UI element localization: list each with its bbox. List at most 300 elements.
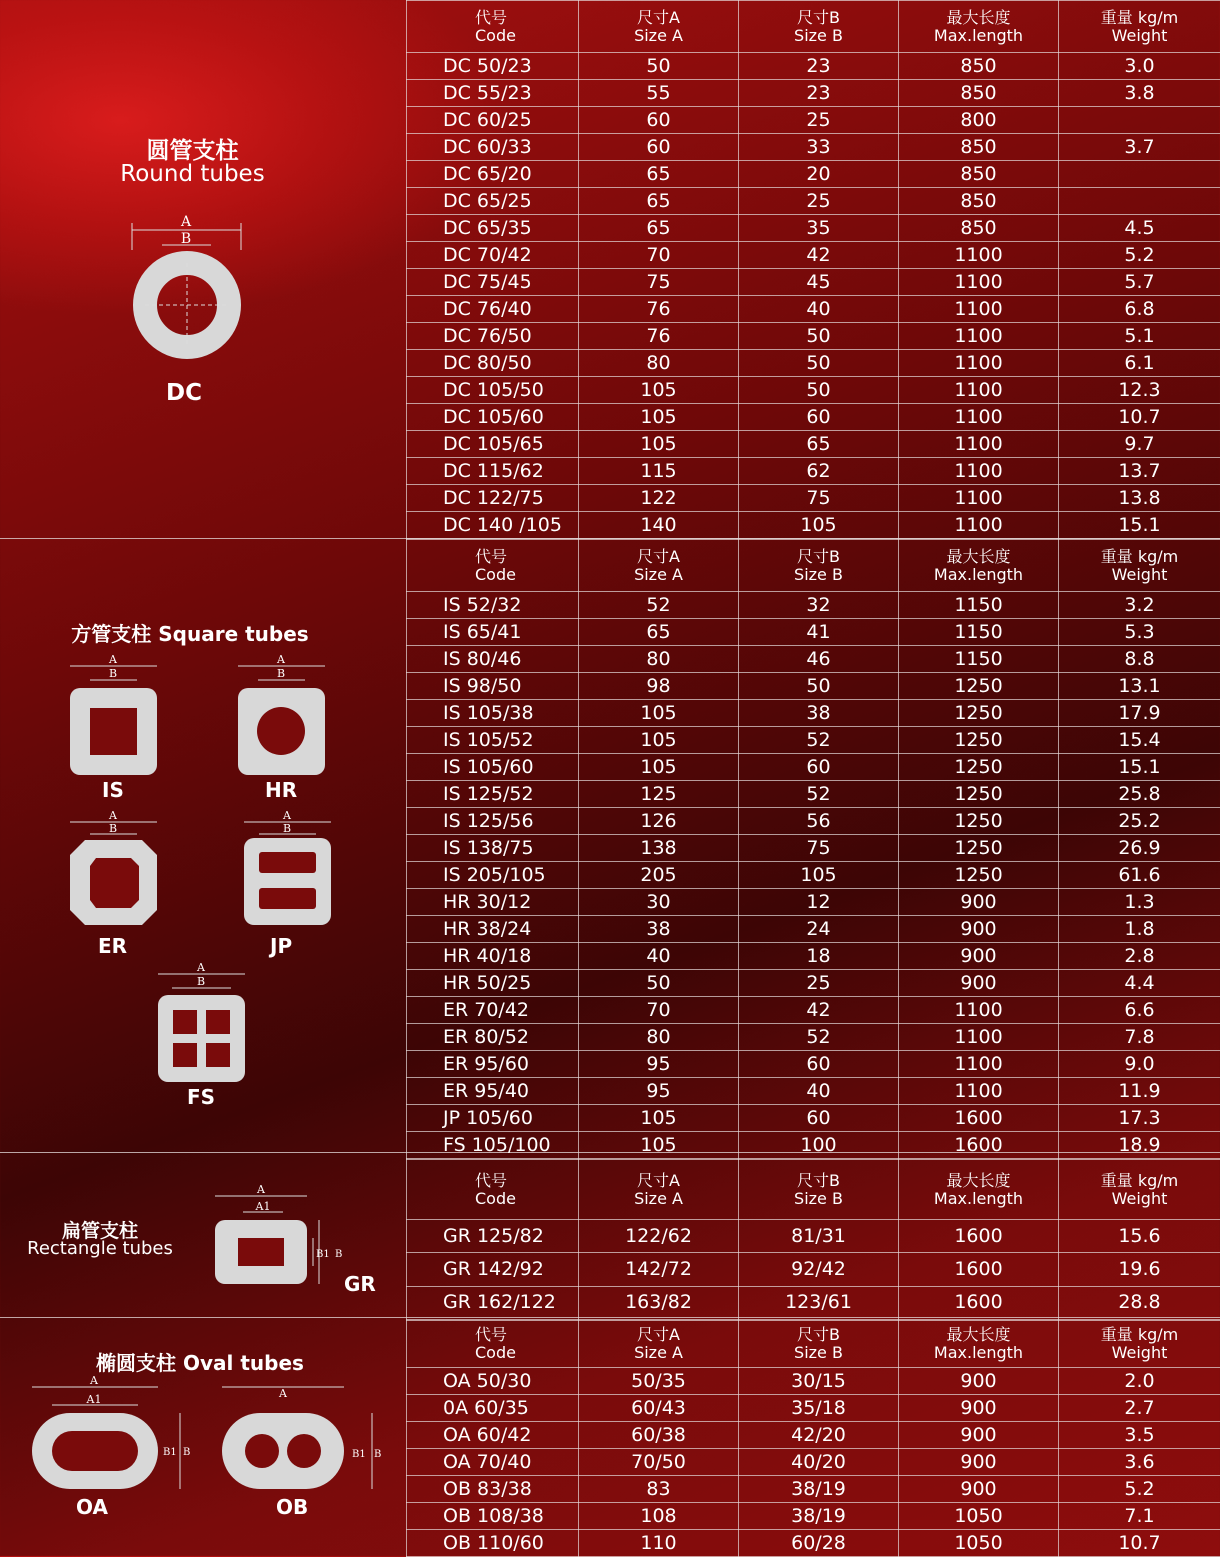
gr-label: GR	[344, 1272, 376, 1296]
svg-text:B: B	[183, 1447, 190, 1458]
table-row	[407, 242, 1220, 269]
er-label: ER	[98, 934, 127, 958]
code-cell: DC 80/50	[407, 350, 579, 377]
column-header	[899, 1160, 1059, 1220]
size-a-cell: 50	[579, 970, 739, 997]
dc-label: DC	[166, 380, 202, 406]
header-en: Max.length	[899, 1344, 1058, 1362]
weight-cell: 3.0	[1059, 53, 1220, 80]
size-b-cell: 40	[739, 1078, 899, 1105]
weight-cell: 15.4	[1059, 727, 1220, 754]
code-cell: IS 98/50	[407, 673, 579, 700]
max-length-cell: 1250	[899, 700, 1059, 727]
weight-cell	[1059, 107, 1220, 134]
max-length-cell: 850	[899, 53, 1059, 80]
max-length-cell: 850	[899, 80, 1059, 107]
rectangle-tubes-section	[0, 1152, 406, 1317]
weight-cell: 28.8	[1059, 1286, 1220, 1319]
weight-cell: 26.9	[1059, 835, 1220, 862]
size-a-cell: 126	[579, 808, 739, 835]
size-a-cell: 75	[579, 269, 739, 296]
weight-cell: 3.5	[1059, 1422, 1220, 1449]
table-row	[407, 485, 1220, 512]
svg-text:B: B	[283, 822, 291, 835]
table-row	[407, 377, 1220, 404]
weight-cell: 10.7	[1059, 1530, 1220, 1557]
code-cell: DC 70/42	[407, 242, 579, 269]
code-cell: JP 105/60	[407, 1105, 579, 1132]
max-length-cell: 1050	[899, 1530, 1059, 1557]
weight-cell: 2.7	[1059, 1395, 1220, 1422]
table-row	[407, 970, 1220, 997]
header-cn: 最大长度	[899, 9, 1058, 27]
svg-text:B: B	[197, 975, 205, 988]
header-en: Weight	[1059, 1190, 1220, 1208]
table-row	[407, 754, 1220, 781]
code-cell: DC 75/45	[407, 269, 579, 296]
code-cell: GR 162/122	[407, 1286, 579, 1319]
ob-label: OB	[276, 1495, 308, 1519]
max-length-cell: 900	[899, 889, 1059, 916]
header-cn: 重量 kg/m	[1059, 1326, 1220, 1344]
size-b-cell: 30/15	[739, 1368, 899, 1395]
max-length-cell: 1600	[899, 1253, 1059, 1286]
max-length-cell: 1150	[899, 619, 1059, 646]
weight-cell: 4.5	[1059, 215, 1220, 242]
code-cell: DC 76/40	[407, 296, 579, 323]
size-b-cell: 52	[739, 1024, 899, 1051]
code-cell: DC 105/50	[407, 377, 579, 404]
table-row	[407, 943, 1220, 970]
dim-a-label: A	[180, 214, 192, 230]
weight-cell: 2.8	[1059, 943, 1220, 970]
table-header-row	[407, 1, 1220, 53]
column-header	[739, 1, 899, 53]
table-row	[407, 1105, 1220, 1132]
oval-shapes-diagram	[0, 1317, 406, 1556]
code-cell: IS 138/75	[407, 835, 579, 862]
max-length-cell: 1600	[899, 1220, 1059, 1253]
weight-cell: 61.6	[1059, 862, 1220, 889]
weight-cell: 17.3	[1059, 1105, 1220, 1132]
code-cell: DC 76/50	[407, 323, 579, 350]
max-length-cell: 900	[899, 1395, 1059, 1422]
round-title-en: Round tubes	[0, 161, 385, 187]
rect-title-en: Rectangle tubes	[0, 1238, 200, 1259]
size-b-cell: 56	[739, 808, 899, 835]
weight-cell: 3.7	[1059, 134, 1220, 161]
header-cn: 代号	[475, 1172, 578, 1190]
size-b-cell: 40/20	[739, 1449, 899, 1476]
svg-text:A: A	[256, 1183, 266, 1196]
header-en: Size B	[739, 1190, 898, 1208]
header-en: Weight	[1059, 27, 1220, 45]
table-row	[407, 188, 1220, 215]
code-cell: IS 65/41	[407, 619, 579, 646]
weight-cell: 4.4	[1059, 970, 1220, 997]
weight-cell: 9.0	[1059, 1051, 1220, 1078]
max-length-cell: 1600	[899, 1132, 1059, 1159]
header-en: Max.length	[899, 1190, 1058, 1208]
svg-text:B: B	[374, 1449, 381, 1460]
size-b-cell: 41	[739, 619, 899, 646]
max-length-cell: 1100	[899, 1024, 1059, 1051]
specs-grid	[406, 0, 1220, 1557]
header-cn: 最大长度	[899, 548, 1058, 566]
svg-text:A: A	[276, 653, 286, 666]
column-header	[1059, 1, 1220, 53]
hr-label: HR	[265, 778, 297, 802]
code-cell: OA 50/30	[407, 1368, 579, 1395]
size-b-cell: 92/42	[739, 1253, 899, 1286]
size-a-cell: 163/82	[579, 1286, 739, 1319]
code-cell: OA 70/40	[407, 1449, 579, 1476]
weight-cell: 13.7	[1059, 458, 1220, 485]
weight-cell: 11.9	[1059, 1078, 1220, 1105]
size-b-cell: 38/19	[739, 1476, 899, 1503]
header-cn: 最大长度	[899, 1172, 1058, 1190]
weight-cell: 25.2	[1059, 808, 1220, 835]
size-a-cell: 30	[579, 889, 739, 916]
size-a-cell: 70	[579, 242, 739, 269]
size-a-cell: 52	[579, 592, 739, 619]
max-length-cell: 900	[899, 970, 1059, 997]
table-row	[407, 269, 1220, 296]
code-cell: ER 80/52	[407, 1024, 579, 1051]
max-length-cell: 1250	[899, 781, 1059, 808]
table-row	[407, 916, 1220, 943]
size-b-cell: 38	[739, 700, 899, 727]
square-table	[406, 539, 1220, 1159]
code-cell: ER 95/40	[407, 1078, 579, 1105]
table-row	[407, 1503, 1220, 1530]
code-cell: IS 105/38	[407, 700, 579, 727]
size-b-cell: 105	[739, 512, 899, 539]
column-header	[579, 1, 739, 53]
rect-table	[406, 1159, 1220, 1320]
table-row	[407, 700, 1220, 727]
header-cn: 尺寸B	[739, 1326, 898, 1344]
weight-cell: 5.3	[1059, 619, 1220, 646]
svg-text:B1: B1	[352, 1449, 366, 1460]
size-a-cell: 60/43	[579, 1395, 739, 1422]
column-header	[739, 1160, 899, 1220]
max-length-cell: 800	[899, 107, 1059, 134]
size-b-cell: 52	[739, 727, 899, 754]
code-cell: DC 122/75	[407, 485, 579, 512]
weight-cell: 15.1	[1059, 754, 1220, 781]
table-row	[407, 781, 1220, 808]
table-header-row	[407, 540, 1220, 592]
header-en: Code	[475, 566, 578, 584]
table-row	[407, 673, 1220, 700]
size-a-cell: 65	[579, 188, 739, 215]
size-a-cell: 60	[579, 107, 739, 134]
svg-text:B1: B1	[163, 1447, 177, 1458]
size-a-cell: 70/50	[579, 1449, 739, 1476]
table-header-row	[407, 1321, 1220, 1368]
is-label: IS	[102, 778, 124, 802]
column-header	[1059, 540, 1220, 592]
max-length-cell: 900	[899, 1476, 1059, 1503]
er-shape-icon	[70, 809, 157, 925]
column-header	[899, 540, 1059, 592]
code-cell: DC 140 /105	[407, 512, 579, 539]
size-a-cell: 98	[579, 673, 739, 700]
weight-cell: 6.6	[1059, 997, 1220, 1024]
header-en: Size B	[739, 566, 898, 584]
table-row	[407, 1395, 1220, 1422]
header-en: Code	[475, 1344, 578, 1362]
svg-text:A: A	[89, 1374, 99, 1387]
header-en: Code	[475, 27, 578, 45]
header-cn: 尺寸B	[739, 548, 898, 566]
square-title: 方管支柱 Square tubes	[0, 618, 380, 647]
table-row	[407, 53, 1220, 80]
size-a-cell: 50	[579, 53, 739, 80]
size-b-cell: 60	[739, 754, 899, 781]
size-a-cell: 38	[579, 916, 739, 943]
code-cell: DC 105/65	[407, 431, 579, 458]
code-cell: IS 125/52	[407, 781, 579, 808]
svg-text:B: B	[109, 667, 117, 680]
weight-cell: 3.6	[1059, 1449, 1220, 1476]
table-row	[407, 323, 1220, 350]
weight-cell: 5.2	[1059, 242, 1220, 269]
size-b-cell: 75	[739, 835, 899, 862]
oa-label: OA	[76, 1495, 108, 1519]
size-a-cell: 105	[579, 727, 739, 754]
max-length-cell: 1250	[899, 808, 1059, 835]
weight-cell: 5.2	[1059, 1476, 1220, 1503]
table-header-row	[407, 1160, 1220, 1220]
size-a-cell: 105	[579, 377, 739, 404]
svg-text:A: A	[108, 653, 118, 666]
column-header	[407, 1160, 579, 1220]
weight-cell: 5.7	[1059, 269, 1220, 296]
max-length-cell: 1100	[899, 431, 1059, 458]
code-cell: OB 110/60	[407, 1530, 579, 1557]
size-b-cell: 52	[739, 781, 899, 808]
max-length-cell: 1250	[899, 673, 1059, 700]
max-length-cell: 1100	[899, 1078, 1059, 1105]
svg-text:B: B	[277, 667, 285, 680]
code-cell: IS 125/56	[407, 808, 579, 835]
table-row	[407, 1051, 1220, 1078]
size-b-cell: 12	[739, 889, 899, 916]
weight-cell: 7.1	[1059, 1503, 1220, 1530]
size-a-cell: 40	[579, 943, 739, 970]
weight-cell: 19.6	[1059, 1253, 1220, 1286]
table-row	[407, 646, 1220, 673]
max-length-cell: 1250	[899, 862, 1059, 889]
weight-cell: 3.2	[1059, 592, 1220, 619]
table-row	[407, 512, 1220, 539]
size-a-cell: 205	[579, 862, 739, 889]
size-a-cell: 105	[579, 431, 739, 458]
size-b-cell: 42	[739, 242, 899, 269]
table-row	[407, 1476, 1220, 1503]
code-cell: DC 50/23	[407, 53, 579, 80]
weight-cell	[1059, 188, 1220, 215]
max-length-cell: 1250	[899, 727, 1059, 754]
size-a-cell: 60/38	[579, 1422, 739, 1449]
table-row	[407, 296, 1220, 323]
table-row	[407, 619, 1220, 646]
size-b-cell: 20	[739, 161, 899, 188]
size-a-cell: 108	[579, 1503, 739, 1530]
max-length-cell: 1100	[899, 242, 1059, 269]
ob-shape-icon	[222, 1387, 381, 1489]
size-b-cell: 60	[739, 1105, 899, 1132]
column-header	[407, 1, 579, 53]
size-a-cell: 65	[579, 161, 739, 188]
size-a-cell: 110	[579, 1530, 739, 1557]
weight-cell: 15.6	[1059, 1220, 1220, 1253]
header-cn: 尺寸A	[579, 1326, 738, 1344]
size-b-cell: 81/31	[739, 1220, 899, 1253]
oval-table	[406, 1320, 1220, 1557]
column-header	[407, 1321, 579, 1368]
max-length-cell: 900	[899, 1449, 1059, 1476]
size-a-cell: 105	[579, 1132, 739, 1159]
table-row	[407, 1253, 1220, 1286]
header-en: Weight	[1059, 1344, 1220, 1362]
code-cell: DC 65/35	[407, 215, 579, 242]
size-a-cell: 122	[579, 485, 739, 512]
size-a-cell: 50/35	[579, 1368, 739, 1395]
max-length-cell: 1100	[899, 377, 1059, 404]
table-row	[407, 215, 1220, 242]
svg-text:A1: A1	[86, 1393, 102, 1406]
column-header	[579, 540, 739, 592]
size-b-cell: 42	[739, 997, 899, 1024]
size-a-cell: 115	[579, 458, 739, 485]
dim-b1-label: B1	[316, 1249, 330, 1260]
code-cell: DC 105/60	[407, 404, 579, 431]
size-a-cell: 105	[579, 754, 739, 781]
size-a-cell: 70	[579, 997, 739, 1024]
max-length-cell: 1100	[899, 512, 1059, 539]
max-length-cell: 1100	[899, 296, 1059, 323]
size-a-cell: 65	[579, 215, 739, 242]
table-row	[407, 350, 1220, 377]
code-cell: OB 83/38	[407, 1476, 579, 1503]
max-length-cell: 1100	[899, 404, 1059, 431]
table-row	[407, 107, 1220, 134]
square-tubes-section	[0, 538, 406, 1152]
size-a-cell: 80	[579, 1024, 739, 1051]
rect-title-cn: 扁管支柱	[0, 1216, 200, 1243]
max-length-cell: 900	[899, 1422, 1059, 1449]
table-row	[407, 862, 1220, 889]
size-b-cell: 60	[739, 1051, 899, 1078]
code-cell: HR 38/24	[407, 916, 579, 943]
header-en: Size A	[579, 27, 738, 45]
size-b-cell: 25	[739, 970, 899, 997]
code-cell: FS 105/100	[407, 1132, 579, 1159]
code-cell: IS 80/46	[407, 646, 579, 673]
hr-shape-icon	[238, 653, 325, 775]
weight-cell: 7.8	[1059, 1024, 1220, 1051]
round-table	[406, 0, 1220, 539]
column-header	[739, 540, 899, 592]
max-length-cell: 1150	[899, 592, 1059, 619]
table-row	[407, 404, 1220, 431]
code-cell: HR 50/25	[407, 970, 579, 997]
max-length-cell: 1100	[899, 485, 1059, 512]
weight-cell: 18.9	[1059, 1132, 1220, 1159]
size-b-cell: 65	[739, 431, 899, 458]
column-header	[1059, 1321, 1220, 1368]
table-row	[407, 134, 1220, 161]
size-a-cell: 76	[579, 296, 739, 323]
max-length-cell: 1600	[899, 1286, 1059, 1319]
table-row	[407, 889, 1220, 916]
size-b-cell: 35/18	[739, 1395, 899, 1422]
size-b-cell: 25	[739, 188, 899, 215]
size-a-cell: 138	[579, 835, 739, 862]
code-cell: OA 60/42	[407, 1422, 579, 1449]
size-a-cell: 80	[579, 350, 739, 377]
header-en: Max.length	[899, 27, 1058, 45]
weight-cell: 2.0	[1059, 1368, 1220, 1395]
header-en: Code	[475, 1190, 578, 1208]
svg-text:A: A	[282, 809, 292, 822]
svg-text:A: A	[108, 809, 118, 822]
max-length-cell: 1250	[899, 754, 1059, 781]
header-cn: 重量 kg/m	[1059, 1172, 1220, 1190]
size-b-cell: 50	[739, 673, 899, 700]
max-length-cell: 900	[899, 1368, 1059, 1395]
max-length-cell: 1150	[899, 646, 1059, 673]
svg-text:B: B	[335, 1249, 342, 1260]
max-length-cell: 1100	[899, 350, 1059, 377]
max-length-cell: 1100	[899, 458, 1059, 485]
size-a-cell: 125	[579, 781, 739, 808]
code-cell: IS 105/60	[407, 754, 579, 781]
code-cell: IS 52/32	[407, 592, 579, 619]
header-en: Size B	[739, 27, 898, 45]
code-cell: GR 125/82	[407, 1220, 579, 1253]
table-row	[407, 1024, 1220, 1051]
header-en: Size B	[739, 1344, 898, 1362]
size-b-cell: 105	[739, 862, 899, 889]
header-en: Size A	[579, 1344, 738, 1362]
code-cell: HR 30/12	[407, 889, 579, 916]
table-row	[407, 1422, 1220, 1449]
header-cn: 重量 kg/m	[1059, 548, 1220, 566]
size-b-cell: 60/28	[739, 1530, 899, 1557]
column-header	[579, 1321, 739, 1368]
code-cell: IS 105/52	[407, 727, 579, 754]
header-cn: 代号	[475, 9, 578, 27]
size-a-cell: 142/72	[579, 1253, 739, 1286]
size-b-cell: 38/19	[739, 1503, 899, 1530]
weight-cell: 15.1	[1059, 512, 1220, 539]
header-en: Size A	[579, 566, 738, 584]
oval-title: 椭圆支柱 Oval tubes	[0, 1347, 400, 1376]
jp-shape-icon	[244, 809, 331, 925]
header-cn: 最大长度	[899, 1326, 1058, 1344]
column-header	[899, 1, 1059, 53]
code-cell: ER 70/42	[407, 997, 579, 1024]
square-shapes-diagram	[0, 538, 406, 1138]
max-length-cell: 1100	[899, 323, 1059, 350]
column-header	[899, 1321, 1059, 1368]
table-row	[407, 80, 1220, 107]
size-b-cell: 62	[739, 458, 899, 485]
